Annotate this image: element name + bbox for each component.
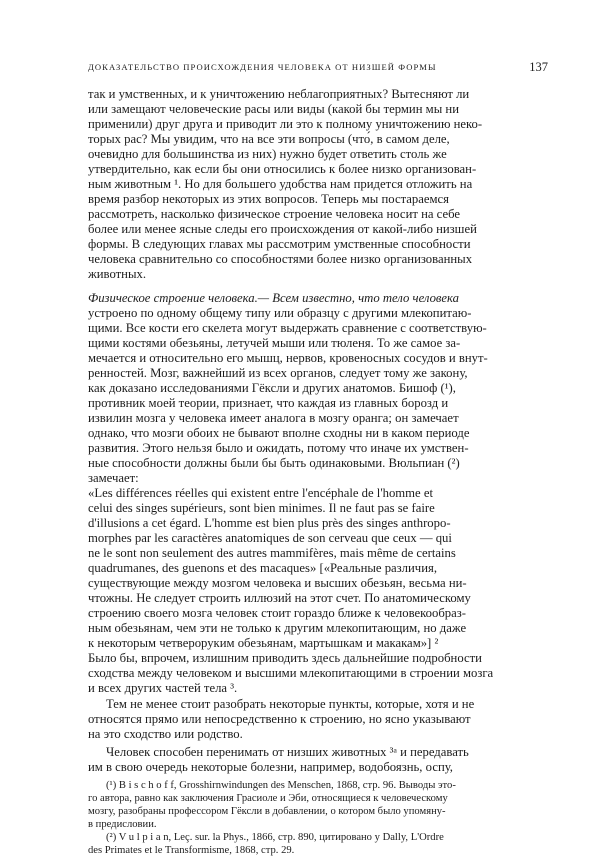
body-line: и всех других частей тела ³. — [88, 681, 238, 695]
body-line: формы. В следующих главах мы рассмотрим умственные способности — [88, 237, 471, 251]
body-line: мечается и относительно его мышц, нервов, кровеносных сосудов и внут- — [88, 351, 488, 365]
body-line: время разбор некоторых из этих вопросов. Теперь мы постараемся — [88, 192, 450, 206]
quote-line: morphes par les caractères anatomiques de son cerveau que ceux — qui — [88, 531, 452, 545]
footnote-line: des Primates et le Transformisme, 1868, стр. 29. — [88, 845, 295, 856]
body-line: на это сходство или родство. — [88, 727, 243, 741]
section-heading: Физическое строение человека.— Всем известно, что тело человека — [88, 291, 460, 305]
section-heading-line — [88, 291, 600, 306]
body-line: к некоторым четвероруким обезьянам, мартышкам и макакам»] ² — [88, 636, 439, 650]
footnote-line: го автора, равно как заключения Грасиоле и Эби, относящиеся к человеческому — [88, 793, 448, 804]
footnote-line: (¹) B i s c h o f f, Grosshirnwindungen des Menschen, 1868, стр. 96. Выводы это- — [106, 780, 456, 791]
running-title: ДОКАЗАТЕЛЬСТВО ПРОИСХОЖДЕНИЯ ЧЕЛОВЕКА ОТ НИЗШЕЙ ФОРМЫ — [88, 62, 437, 72]
body-line: замечает: — [88, 471, 139, 485]
quote-line: ne le sont non seulement des autres mammifères, mais même de certains — [88, 546, 456, 560]
body-line: Человек способен перенимать от низших животных ³ᵃ и передавать — [106, 745, 469, 759]
page-number: 137 — [529, 60, 548, 74]
body-line: утвердительно, как если бы они относились к более низко организован- — [88, 162, 477, 176]
body-line: строению своего мозга человек стоит гораздо ближе к человекообраз- — [88, 606, 466, 620]
body-line: чтожны. Не следует строить иллюзий на этот счет. По анатомическому — [88, 591, 471, 605]
body-line: существующие между мозгом человека и высших обезьян, весьма ни- — [88, 576, 467, 590]
body-line: человека сравнительно со способностями более низко организованных — [88, 252, 473, 266]
body-line: очевидно для большинства из них) нужно будет ответить столь же — [88, 147, 447, 161]
body-line: извилин мозга у человека имеет аналога в мозгу оранга; он замечает — [88, 411, 459, 425]
body-line: сходства между человеком и высшими млекопитающими в строении мозга — [88, 666, 494, 680]
quote-line: «Les différences réelles qui existent entre l'encéphale de l'homme et — [88, 486, 433, 500]
body-line: развития. Этого нельзя было и ожидать, потому что иначе их умствен- — [88, 441, 469, 455]
body-line: или замещают человеческие расы или виды (какой бы термин мы ни — [88, 102, 459, 116]
body-line: однако, что мозги обоих не бывают вполне сходны ни в каком периоде — [88, 426, 470, 440]
body-line: ным животным ¹. Но для большего удобства нам придется отложить на — [88, 177, 473, 191]
footnote-line: в предисловии. — [88, 819, 157, 830]
footnote-line: (²) V u l p i a n, Leç. sur. la Phys., 1866, стр. 890, цитировано у Dally, L'Ordre — [106, 832, 444, 843]
footnote-line: мозгу, разобраны профессором Гёксли в добавлении, о котором было упомяну- — [88, 806, 446, 817]
body-line: ным обезьянам, чем эти не только к другим млекопитающим, но даже — [88, 621, 467, 635]
body-line: ные способности должны были бы быть одинаковыми. Вюльпиан (²) — [88, 456, 460, 470]
body-line: Было бы, впрочем, излишним приводить здесь дальнейшие подробности — [88, 651, 482, 665]
body-line: им в свою очередь некоторые болезни, например, водобоязнь, оспу, — [88, 760, 453, 774]
body-line: противник моей теории, признает, что каждая из главных борозд и — [88, 396, 449, 410]
body-line: рассмотреть, насколько физическое строение человека носит на себе — [88, 207, 461, 221]
body-line: так и умственных, и к уничтожению неблагоприятных? Вытесняют ли — [88, 87, 470, 101]
body-line: торых рас? Мы увидим, что на все эти вопросы (что́, в самом деле, — [88, 132, 450, 146]
body-line: как доказано исследованиями Гёксли и других анатомов. Бишоф (¹), — [88, 381, 456, 395]
quote-line: celui des singes supérieurs, sont bien minimes. Il ne faut pas se faire — [88, 501, 435, 515]
quote-line: quadrumanes, des guenons et des macaques» [«Реальные различия, — [88, 561, 437, 575]
body-line: применили) друг друга и приводит ли это к полному уничтожению неко- — [88, 117, 483, 131]
body-line: животных. — [88, 267, 147, 281]
body-line: относятся прямо или непосредственно к строению, но ясно указывают — [88, 712, 471, 726]
quote-line: d'illusions a cet égard. L'homme est bien plus près des singes anthropo- — [88, 516, 451, 530]
running-head — [88, 60, 548, 78]
body-line: щими. Все кости его скелета могут выдержать сравнение с соответствую- — [88, 321, 487, 335]
body-line: устроено по одному общему типу или образцу с другими млекопитаю- — [88, 306, 472, 320]
body-line: ренностей. Мозг, важнейший из всех органов, следует тому же закону, — [88, 366, 468, 380]
body-line: Тем не менее стоит разобрать некоторые пункты, которые, хотя и не — [106, 697, 475, 711]
body-line: щими костями обезьяны, летучей мыши или тюленя. То же самое за- — [88, 336, 461, 350]
body-line: более или менее ясные следы его происхождения от какой-либо низшей — [88, 222, 477, 236]
